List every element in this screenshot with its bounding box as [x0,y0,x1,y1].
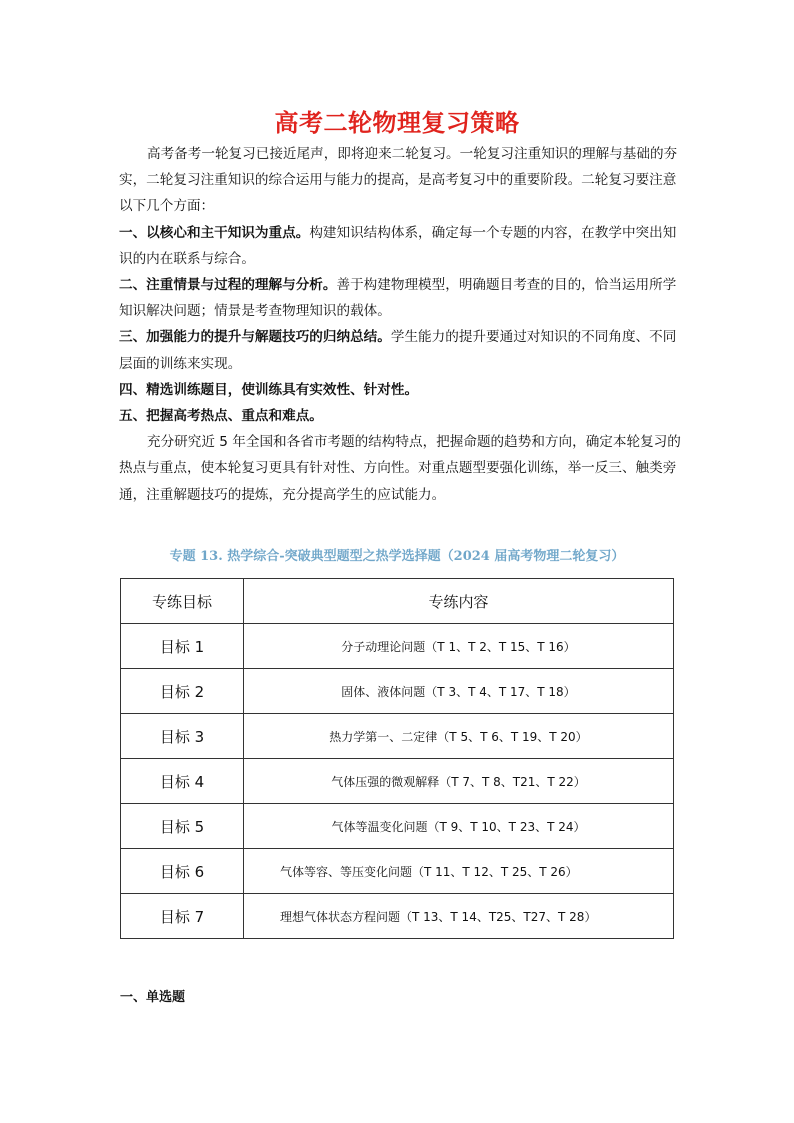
goal-cell: 目标 4 [121,759,244,804]
strategy-point-2 [119,272,687,324]
content-cell: 固体、液体问题（T 3、T 4、T 17、T 18） [244,669,674,714]
strategy-point-3-heading: 三、加强能力的提升与解题技巧的归纳总结。 [119,329,391,346]
table-header-content: 专练内容 [244,579,674,624]
strategy-point-1-heading: 一、以核心和主干知识为重点。 [119,224,310,241]
strategy-point-1-text: 构建知识结构体系，确定每一个专题的内容，在教学中突出知识的内在联系与综合。 [119,224,677,267]
strategy-point-5-heading: 五、把握高考热点、重点和难点。 [119,408,323,425]
strategy-point-4 [119,377,687,403]
content-cell: 气体压强的微观解释（T 7、T 8、T21、T 22） [244,759,674,804]
goal-cell: 目标 7 [121,894,244,939]
strategy-point-2-text: 善于构建物理模型，明确题目考查的目的，恰当运用所学知识解决问题；情景是考查物理知识的载体。 [119,277,677,320]
strategy-point-5 [119,403,687,429]
conclusion-paragraph: 充分研究近 5 年全国和各省市考题的结构特点，把握命题的趋势和方向，确定本轮复习的热点与重点，使本轮复习更具有针对性、方向性。对重点题型要强化训练，举一反三、触类旁通，注重解题技巧的提炼，充分提高学生的应试能力。 [119,434,681,503]
content-cell: 气体等容、等压变化问题（T 11、T 12、T 25、T 26） [244,849,674,894]
intro-paragraph: 高考备考一轮复习已接近尾声，即将迎来二轮复习。一轮复习注重知识的理解与基础的夯实，二轮复习注重知识的综合运用与能力的提高，是高考复习中的重要阶段。二轮复习要注意以下几个方面： [119,146,678,215]
section-heading: 一、单选题 [120,990,186,1005]
strategy-point-2-heading: 二、注重情景与过程的理解与分析。 [119,277,337,294]
strategy-point-3-text: 学生能力的提升要通过对知识的不同角度、不同层面的训练来实现。 [119,329,677,372]
table-row [121,624,674,669]
goal-cell: 目标 3 [121,714,244,759]
table-header-row [121,579,674,624]
content-cell: 分子动理论问题（T 1、T 2、T 15、T 16） [244,624,674,669]
strategy-point-3 [119,324,687,376]
table-header-goal: 专练目标 [121,579,244,624]
goal-cell: 目标 5 [121,804,244,849]
strategy-point-4-heading: 四、精选训练题目，使训练具有实效性、针对性。 [119,381,419,398]
table-row [121,804,674,849]
goal-cell: 目标 1 [121,624,244,669]
goal-cell: 目标 2 [121,669,244,714]
goal-cell: 目标 6 [121,849,244,894]
table-row [121,759,674,804]
content-cell: 热力学第一、二定律（T 5、T 6、T 19、T 20） [244,714,674,759]
page-title: 高考二轮物理复习策略 [274,109,520,137]
strategy-body [119,141,687,508]
strategy-point-1 [119,220,687,272]
table-row [121,849,674,894]
content-cell: 气体等温变化问题（T 9、T 10、T 23、T 24） [244,804,674,849]
content-cell: 理想气体状态方程问题（T 13、T 14、T25、T27、T 28） [244,894,674,939]
table-row [121,894,674,939]
practice-goals-table [120,578,674,939]
table-row [121,669,674,714]
topic-subtitle: 专题 13. 热学综合-突破典型题型之热学选择题（2024 届高考物理二轮复习） [169,549,625,564]
table-row [121,714,674,759]
